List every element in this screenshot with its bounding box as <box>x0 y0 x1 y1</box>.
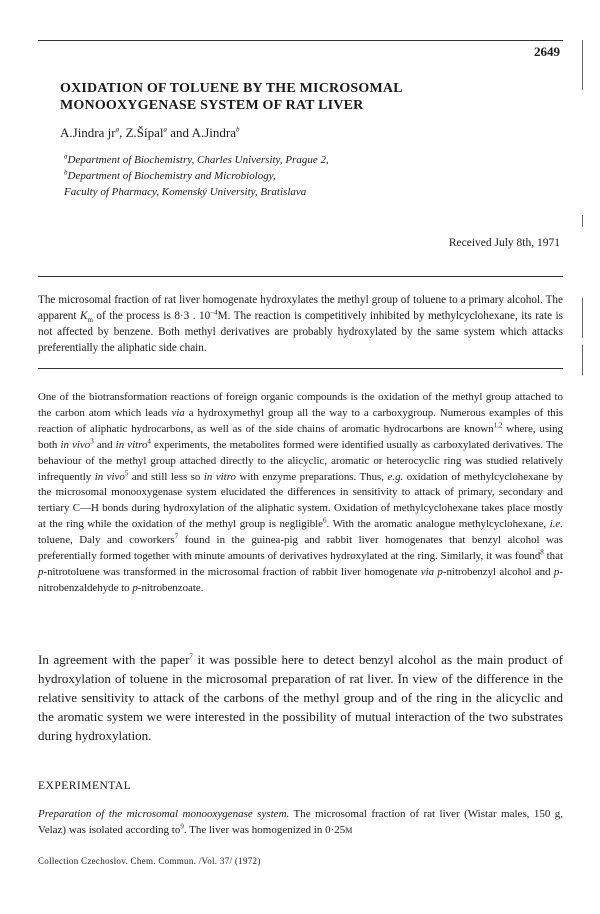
margin-line <box>582 40 583 90</box>
received-date: Received July 8th, 1971 <box>448 237 560 249</box>
top-rule <box>38 40 563 41</box>
article-title <box>60 80 540 114</box>
title-line-1: OXIDATION OF TOLUENE BY THE MICROSOMAL <box>60 81 403 96</box>
affiliations <box>64 152 329 200</box>
author-3-affil: b <box>236 125 240 134</box>
body-paragraph: In agreement with the paper$^7$ it was possible here to detect benzyl alcohol as the main product of hydroxylation of toluene in the microsomal preparation of rat liver. In view of the difference in the relative sensitivity to attack of the carbons of the methyl group and of the ring in the alicyclic and the aromatic system we were interested in the possibility of mutual interaction of the two substrates during hydroxylation. <box>38 652 563 743</box>
author-list <box>60 125 240 141</box>
experimental-paragraph: Preparation of the microsomal monooxygenase system. The microsomal fraction of rat liver (Wistar males, 150 g, Velaz) was isolated according $to^9$. The liver was homogenized in 0·25M <box>38 808 563 836</box>
author-3: A.Jindra <box>191 125 237 140</box>
margin-line <box>582 298 583 338</box>
author-2: Z.Šípal <box>125 125 164 140</box>
author-1-affil: a <box>115 125 120 134</box>
abstract-bottom-rule <box>38 368 563 369</box>
author-1: A.Jindra jr <box>60 125 116 140</box>
margin-line <box>582 215 583 227</box>
author-2-affil: a <box>163 125 168 134</box>
intro-paragraph: One of the biotransformation reactions of foreign organic compounds is the oxidation of the methyl group attached to the carbon atom which leads via a hydroxymethyl group all the way to a carboxygroup. Numerous examples of this reaction of aliphatic hydrocarbons, as well as of the side chains of aromatic hydrocarbons are known$^{1,2}$ where, using both in vivo$^3$ and in vitro$^4$ experiments, the metabolites formed were identified usually as carboxylated derivatives. The behaviour of the methyl group attached directly to the alicyclic, aromatic or heterocyclic ring was studied relatively infrequently in vivo$^5$ and still less so in vitro with enzyme preparations. Thus, e.g. oxidation of methylcyclohexane by the microsomal monooxygenase system elucidated the differences in sensitivity to attack of primary, secondary and tertiary C—H bonds during hydroxylation of the aliphatic system. Oxidation of methylcyclohexane takes place mostly at the ring while the oxidation of the methyl group is negligible$^6$. With the aromatic analogue methylcyclohexane, i.e. toluene, Daly and coworkers$^7$ found in the guinea-pig and rabbit liver homogenates that benzyl alcohol was preferentially formed together with minute amounts of derivatives hydroxylated at the ring. Similarly, it was found$^8$ that p-nitrotoluene was transformed in the microsomal fraction of rabbit liver homogenate via p-nitrobenzyl alcohol and p-nitrobenzaldehyde to p-nitrobenzoate. <box>38 391 563 594</box>
title-line-2: MONOOXYGENASE SYSTEM OF RAT LIVER <box>60 98 364 113</box>
abstract: The microsomal fraction of rat liver homogenate hydroxylates the methyl group of toluene to a primary alcohol. The apparent $K_m$ of the process is 8·3 . $10^{-4}M$. The reaction is competitively inhibited by methylcyclohexane, its rate is not affected by benzene. Both methyl derivatives are probably hydroxylated by the same system which attacks preferentially the aliphatic side chain. <box>38 294 563 354</box>
section-heading: EXPERIMENTAL <box>38 780 132 792</box>
abstract-top-rule <box>38 276 563 277</box>
page-number: 2649 <box>534 44 560 59</box>
margin-line <box>582 345 583 375</box>
author-sep: , <box>119 125 126 140</box>
journal-footer: Collection Czechoslov. Chem. Commun. /Vol. 37/ (1972) <box>38 856 261 866</box>
affiliation-line: $^a$Department of Biochemistry, Charles University, Prague 2, <box>64 152 329 166</box>
affiliation-line: Faculty of Pharmacy, Komenský University, Bratislava <box>64 186 307 198</box>
author-sep: and <box>167 125 192 140</box>
affiliation-line: $^b$Department of Biochemistry and Microbiology, <box>64 168 276 182</box>
